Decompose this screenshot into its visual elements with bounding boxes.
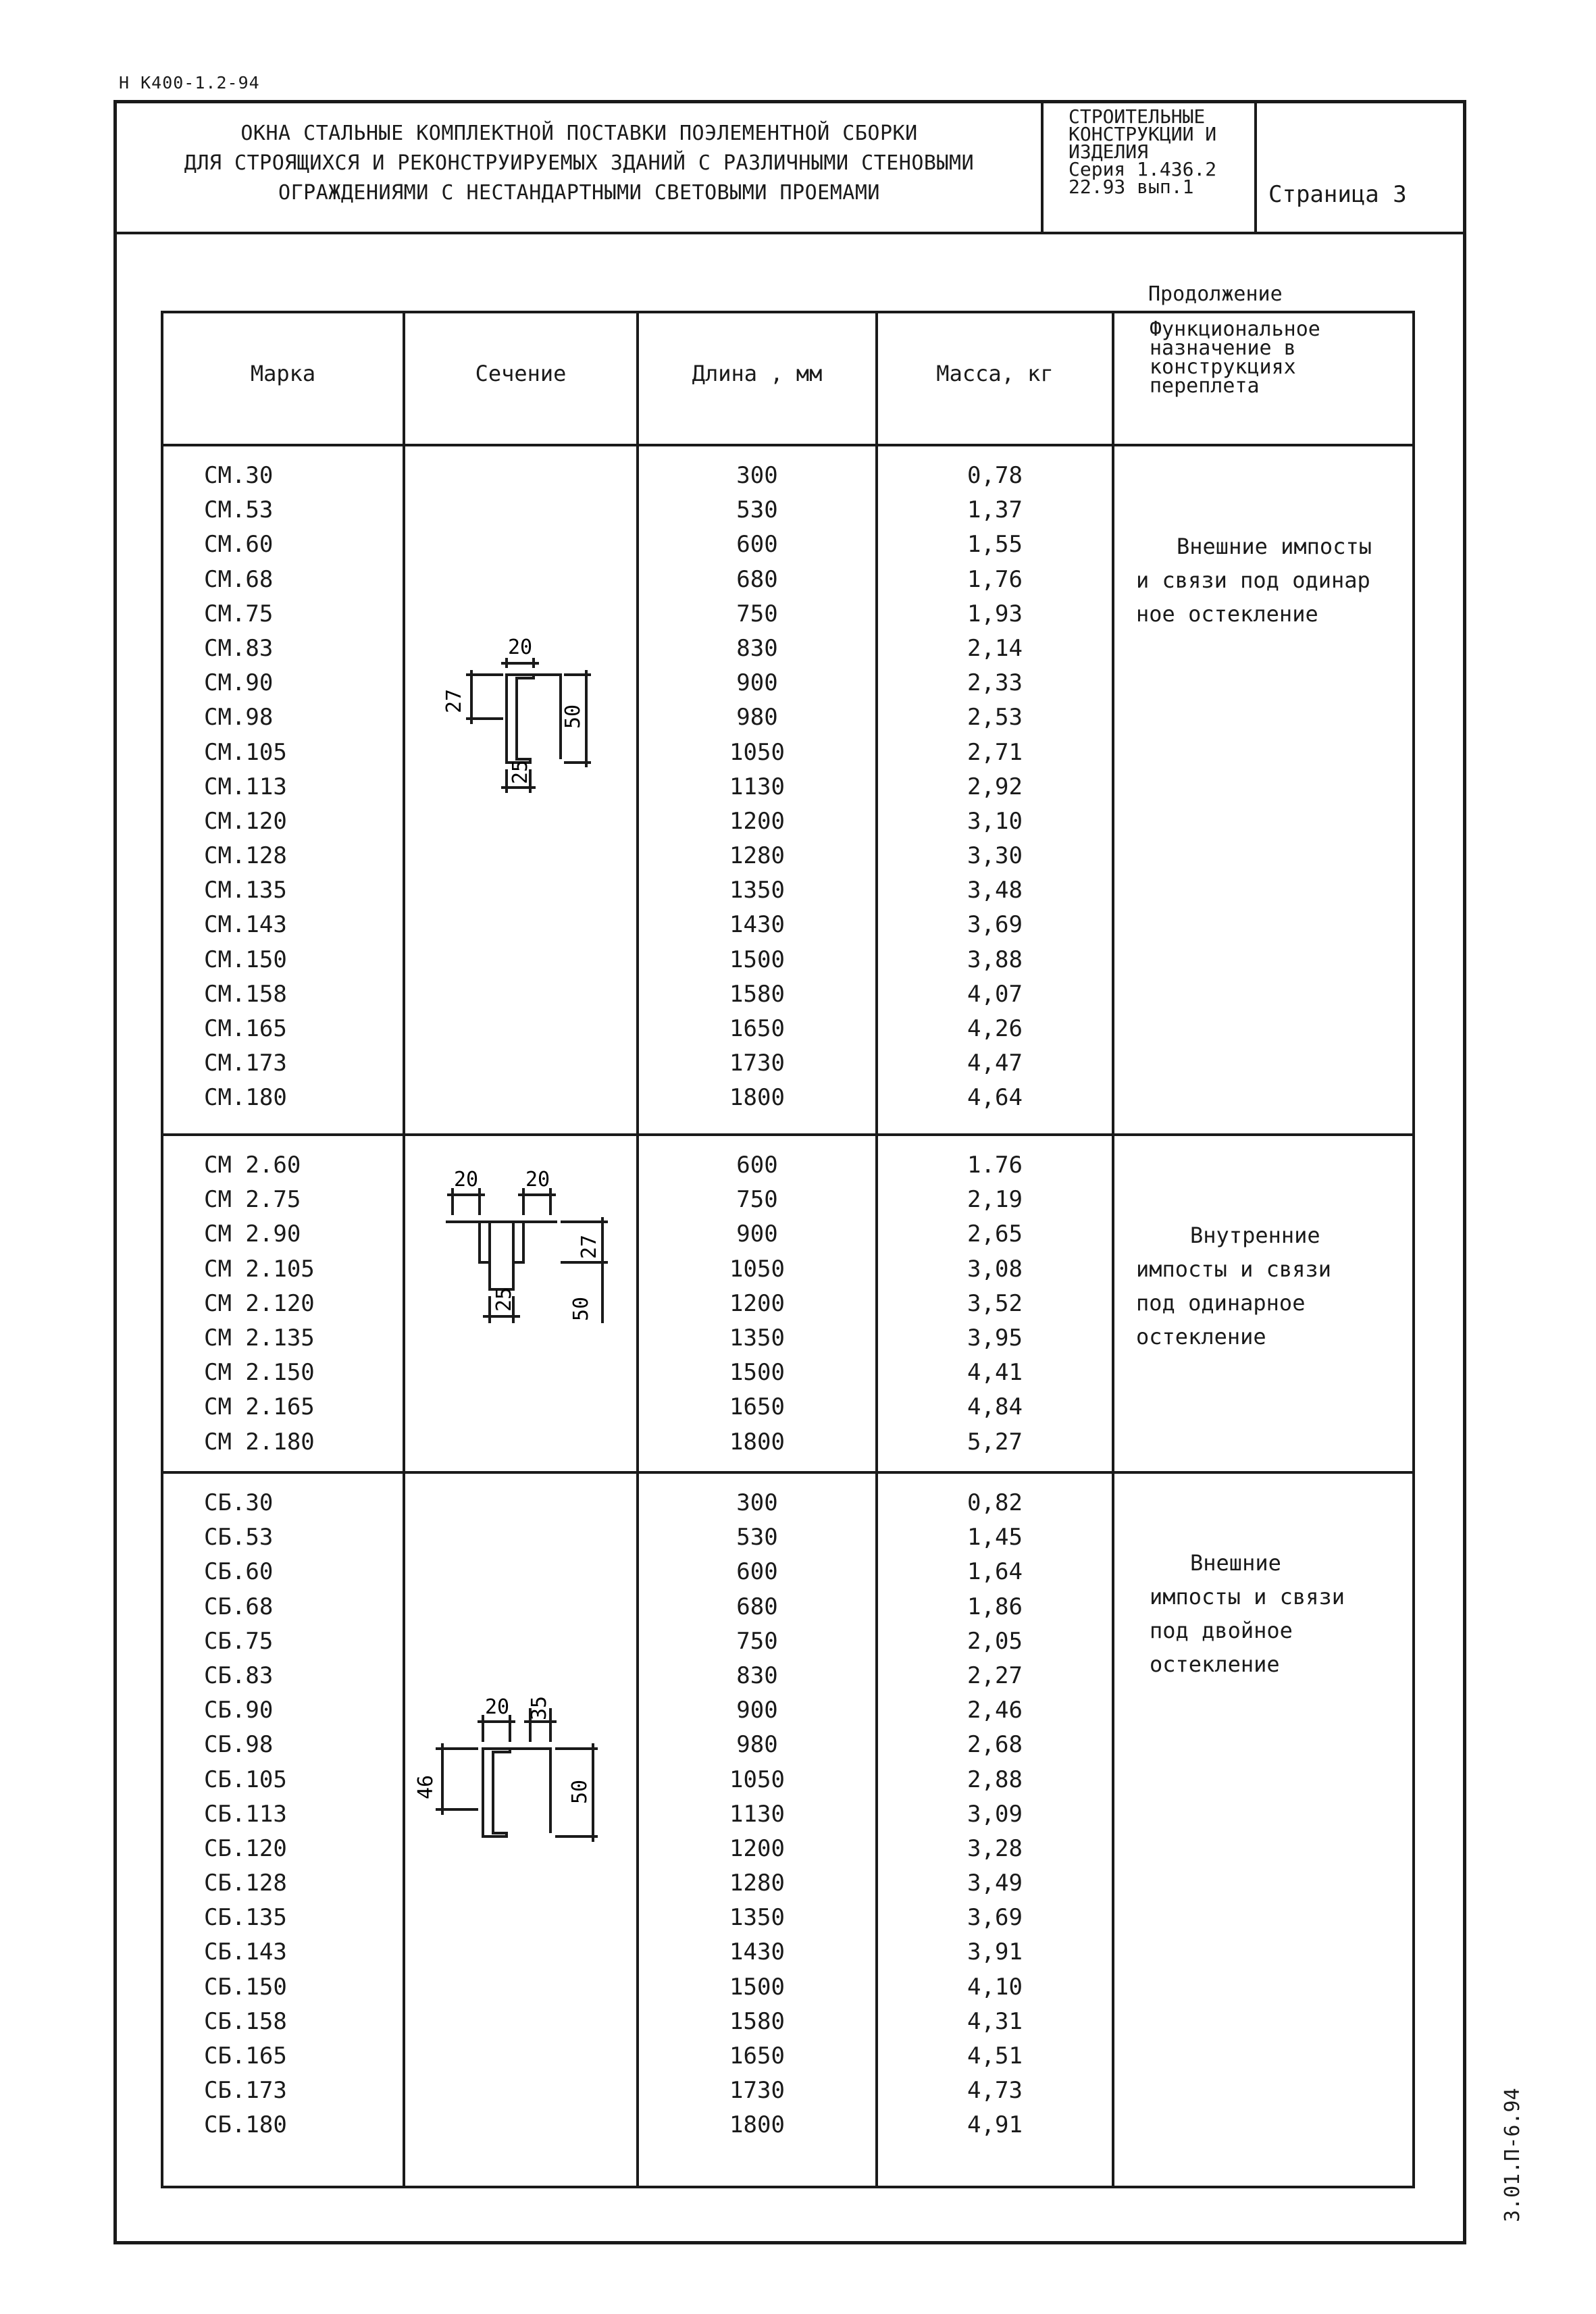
group-1-marks: [204, 459, 287, 1116]
group-1-lengths: [639, 459, 875, 1116]
table-cell: 1430: [729, 1938, 785, 1966]
table-cell: 1430: [729, 911, 785, 939]
table-cell: 900: [736, 669, 778, 697]
table-cell: 1130: [729, 773, 785, 800]
table-cell: СМ.53: [204, 496, 274, 524]
table-cell: 3,88: [967, 946, 1023, 973]
function-text-line: остекление: [1136, 1324, 1266, 1349]
table-cell: 1800: [729, 1428, 785, 1456]
table-cell: 600: [736, 1558, 778, 1586]
table-cell: 2,71: [967, 738, 1023, 766]
page-number: Страница 3: [1268, 181, 1407, 208]
group-3-marks: [204, 1486, 287, 2143]
table-cell: 530: [736, 1524, 778, 1551]
table-cell: 4,10: [967, 1973, 1023, 2001]
column-header-mark: Марка: [250, 361, 316, 386]
series-line: 22.93 вып.1: [1069, 176, 1194, 198]
table-cell: 1,64: [967, 1558, 1023, 1586]
table-cell: СМ.135: [204, 877, 287, 904]
section-dim-label: 50: [561, 704, 585, 729]
table-cell: 1050: [729, 1255, 785, 1283]
table-cell: 1500: [729, 1359, 785, 1387]
table-cell: 2,46: [967, 1697, 1023, 1724]
table-cell: 1500: [729, 946, 785, 973]
table-cell: 3,91: [967, 1938, 1023, 1966]
table-cell: 1,86: [967, 1593, 1023, 1620]
group-divider: [163, 1471, 1412, 1474]
table-cell: 1800: [729, 2111, 785, 2139]
section-dim-label: 35: [527, 1695, 551, 1720]
table-cell: 2,27: [967, 1662, 1023, 1689]
table-cell: 600: [736, 531, 778, 559]
table-cell: 0,82: [967, 1489, 1023, 1516]
table-cell: 1580: [729, 2007, 785, 2035]
table-cell: 4,26: [967, 1015, 1023, 1042]
table-cell: СМ.60: [204, 531, 274, 559]
group-3-lengths: [639, 1486, 875, 2143]
table-cell: 3,28: [967, 1834, 1023, 1862]
table-cell: СМ 2.60: [204, 1152, 301, 1179]
table-cell: СМ.68: [204, 565, 274, 593]
table-cell: 4,47: [967, 1050, 1023, 1077]
table-cell: СБ.105: [204, 1766, 287, 1793]
table-cell: 3,49: [967, 1870, 1023, 1897]
section-dim-label: 20: [485, 1695, 510, 1719]
series-line: СТРОИТЕЛЬНЫЕ: [1069, 105, 1206, 128]
section-dim-label: 27: [577, 1234, 601, 1259]
table-cell: СБ.143: [204, 1938, 287, 1966]
table-cell: 1350: [729, 877, 785, 904]
function-text-line: под одинарное: [1136, 1290, 1306, 1316]
table-cell: 900: [736, 1220, 778, 1248]
table-cell: 300: [736, 1489, 778, 1516]
group-3-masses: [878, 1486, 1112, 2143]
section-dim-label: 20: [454, 1168, 479, 1191]
function-text-line: переплета: [1150, 374, 1260, 398]
table-cell: СМ.90: [204, 669, 274, 697]
table-cell: СМ.143: [204, 911, 287, 939]
function-text-line: Внешние: [1190, 1550, 1281, 1576]
table-cell: 1650: [729, 1393, 785, 1421]
table-cell: СБ.68: [204, 1593, 274, 1620]
table-cell: 2,88: [967, 1766, 1023, 1793]
series-line: ИЗДЕЛИЯ: [1069, 140, 1149, 163]
table-cell: 980: [736, 704, 778, 731]
table-cell: 2,19: [967, 1186, 1023, 1214]
table-cell: СМ.128: [204, 842, 287, 870]
table-cell: 1,93: [967, 600, 1023, 627]
table-cell: СБ.173: [204, 2077, 287, 2105]
function-text-line: импосты и связи: [1150, 1584, 1345, 1610]
section-dim-label: 25: [492, 1287, 516, 1312]
table-cell: 0,78: [967, 462, 1023, 489]
table-cell: 1,55: [967, 531, 1023, 559]
function-text-line: под двойное: [1150, 1618, 1293, 1643]
table-cell: СМ.173: [204, 1050, 287, 1077]
table-cell: 1650: [729, 2042, 785, 2069]
table-cell: 3,52: [967, 1289, 1023, 1317]
group-2-lengths: [639, 1148, 875, 1460]
header-column-divider: [1041, 100, 1044, 234]
section-drawing-sb: [405, 1688, 635, 1863]
table-cell: 1730: [729, 1050, 785, 1077]
series-line: Серия 1.436.2: [1069, 158, 1217, 180]
section-dim-label: 25: [509, 759, 532, 784]
section-dim-label: 20: [508, 638, 533, 659]
table-cell: 1200: [729, 1834, 785, 1862]
column-divider: [1112, 313, 1114, 2186]
table-cell: 980: [736, 1731, 778, 1759]
group-2-masses: [878, 1148, 1112, 1460]
table-cell: 3,69: [967, 1904, 1023, 1932]
section-drawing-sm: [405, 638, 635, 820]
table-cell: СМ.158: [204, 980, 287, 1008]
table-cell: 1130: [729, 1800, 785, 1828]
table-cell: 1050: [729, 1766, 785, 1793]
table-cell: 4,64: [967, 1084, 1023, 1112]
title-line: ОГРАЖДЕНИЯМИ С НЕСТАНДАРТНЫМИ СВЕТОВЫМИ ПРОЕМАМИ: [278, 181, 880, 205]
group-divider: [163, 1133, 1412, 1136]
table-cell: 1050: [729, 738, 785, 766]
title-line: ОКНА СТАЛЬНЫЕ КОМПЛЕКТНОЙ ПОСТАВКИ ПОЭЛЕМЕНТНОЙ СБОРКИ: [240, 122, 918, 145]
table-cell: СМ.113: [204, 773, 287, 800]
table-cell: 2,65: [967, 1220, 1023, 1248]
document-title: [122, 119, 1037, 208]
table-cell: СМ 2.120: [204, 1289, 315, 1317]
table-cell: 3,08: [967, 1255, 1023, 1283]
group-1-function: [1136, 530, 1372, 631]
table-cell: СМ 2.180: [204, 1428, 315, 1456]
table-cell: 2,53: [967, 704, 1023, 731]
function-text-line: ное остекление: [1136, 601, 1318, 627]
series-block: [1069, 105, 1258, 198]
table-cell: 680: [736, 1593, 778, 1620]
table-cell: 680: [736, 565, 778, 593]
table-cell: СМ.83: [204, 634, 274, 662]
table-cell: 750: [736, 600, 778, 627]
table-cell: 4,91: [967, 2111, 1023, 2139]
table-cell: 600: [736, 1152, 778, 1179]
column-header-mass: Масса, кг: [936, 361, 1054, 386]
table-cell: 750: [736, 1627, 778, 1655]
table-cell: 4,41: [967, 1359, 1023, 1387]
table-cell: 1730: [729, 2077, 785, 2105]
table-cell: 5,27: [967, 1428, 1023, 1456]
column-header-function: [1150, 317, 1320, 398]
table-cell: СМ 2.75: [204, 1186, 301, 1214]
table-cell: 1200: [729, 1289, 785, 1317]
table-cell: 750: [736, 1186, 778, 1214]
table-cell: СБ.180: [204, 2111, 287, 2139]
function-text-line: конструкциях: [1150, 355, 1296, 379]
table-cell: 530: [736, 496, 778, 524]
table-cell: СМ.105: [204, 738, 287, 766]
table-cell: 4,51: [967, 2042, 1023, 2069]
table-cell: 4,07: [967, 980, 1023, 1008]
header-divider: [113, 232, 1466, 234]
table-cell: СБ.83: [204, 1662, 274, 1689]
table-cell: СБ.30: [204, 1489, 274, 1516]
document-code: Н К400-1.2-94: [119, 73, 260, 93]
table-cell: СБ.120: [204, 1834, 287, 1862]
table-cell: СМ.98: [204, 704, 274, 731]
table-cell: 4,73: [967, 2077, 1023, 2105]
table-cell: СБ.158: [204, 2007, 287, 2035]
table-cell: 1650: [729, 1015, 785, 1042]
group-3-function: [1150, 1546, 1345, 1681]
group-1-masses: [878, 459, 1112, 1116]
function-text-line: и связи под одинар: [1136, 567, 1370, 593]
table-cell: 1,76: [967, 565, 1023, 593]
table-cell: СБ.75: [204, 1627, 274, 1655]
table-cell: СБ.113: [204, 1800, 287, 1828]
table-cell: СБ.98: [204, 1731, 274, 1759]
table-cell: 1350: [729, 1324, 785, 1352]
table-cell: 4,84: [967, 1393, 1023, 1421]
table-cell: 3,30: [967, 842, 1023, 870]
table-cell: СМ 2.165: [204, 1393, 315, 1421]
table-cell: 1,37: [967, 496, 1023, 524]
table-cell: 3,10: [967, 807, 1023, 835]
table-cell: 1500: [729, 1973, 785, 2001]
table-cell: СБ.53: [204, 1524, 274, 1551]
function-text-line: назначение в: [1150, 336, 1296, 360]
table-cell: СБ.150: [204, 1973, 287, 2001]
table-cell: СМ.180: [204, 1084, 287, 1112]
table-cell: 1580: [729, 980, 785, 1008]
table-cell: 1280: [729, 842, 785, 870]
table-cell: 2,05: [967, 1627, 1023, 1655]
table-cell: 3,95: [967, 1324, 1023, 1352]
table-cell: СМ 2.105: [204, 1255, 315, 1283]
header-row-divider: [163, 444, 1412, 446]
table-cell: СМ 2.150: [204, 1359, 315, 1387]
table-cell: 2,33: [967, 669, 1023, 697]
section-dim-label: 46: [414, 1774, 438, 1799]
table-cell: СМ.120: [204, 807, 287, 835]
section-dim-label: 27: [442, 688, 466, 713]
table-cell: СМ 2.135: [204, 1324, 315, 1352]
function-text-line: Внутренние: [1190, 1223, 1320, 1248]
table-cell: СМ.150: [204, 946, 287, 973]
specification-table: [161, 311, 1415, 2188]
table-cell: 2,68: [967, 1731, 1023, 1759]
side-code: 3.01.П-6.94: [1501, 2088, 1524, 2222]
function-text-line: Внешние импосты: [1177, 534, 1372, 559]
table-cell: СМ.165: [204, 1015, 287, 1042]
table-cell: 1350: [729, 1904, 785, 1932]
table-cell: 1280: [729, 1870, 785, 1897]
table-cell: СМ.30: [204, 462, 274, 489]
function-text-line: Функциональное: [1150, 317, 1320, 341]
table-cell: 900: [736, 1697, 778, 1724]
function-text-line: импосты и связи: [1136, 1256, 1331, 1282]
section-dim-label: 50: [569, 1296, 593, 1321]
continuation-label: Продолжение: [1148, 282, 1283, 306]
table-cell: 1200: [729, 807, 785, 835]
function-text-line: остекление: [1150, 1651, 1280, 1677]
table-cell: 830: [736, 1662, 778, 1689]
table-cell: СБ.135: [204, 1904, 287, 1932]
series-line: КОНСТРУКЦИИ И: [1069, 123, 1217, 145]
table-cell: 2,14: [967, 634, 1023, 662]
table-cell: 2,92: [967, 773, 1023, 800]
table-cell: СМ.75: [204, 600, 274, 627]
table-cell: СБ.128: [204, 1870, 287, 1897]
table-cell: СМ 2.90: [204, 1220, 301, 1248]
group-2-function: [1136, 1218, 1331, 1354]
table-cell: 3,69: [967, 911, 1023, 939]
table-cell: СБ.165: [204, 2042, 287, 2069]
table-cell: 4,31: [967, 2007, 1023, 2035]
title-line: ДЛЯ СТРОЯЩИХСЯ И РЕКОНСТРУИРУЕМЫХ ЗДАНИЙ С РАЗЛИЧНЫМИ СТЕНОВЫМИ: [184, 151, 975, 175]
table-cell: 1.76: [967, 1152, 1023, 1179]
table-cell: 1800: [729, 1084, 785, 1112]
table-cell: 1,45: [967, 1524, 1023, 1551]
table-cell: 3,09: [967, 1800, 1023, 1828]
section-dim-label: 20: [525, 1168, 550, 1191]
table-cell: 300: [736, 462, 778, 489]
table-cell: 3,48: [967, 877, 1023, 904]
table-cell: СБ.90: [204, 1697, 274, 1724]
table-cell: СБ.60: [204, 1558, 274, 1586]
column-header-length: Длина , мм: [692, 361, 823, 386]
column-header-section: Сечение: [475, 361, 567, 386]
section-dim-label: 50: [568, 1779, 592, 1804]
group-2-marks: [204, 1148, 315, 1460]
section-drawing-sm2: [405, 1164, 635, 1340]
table-cell: 830: [736, 634, 778, 662]
